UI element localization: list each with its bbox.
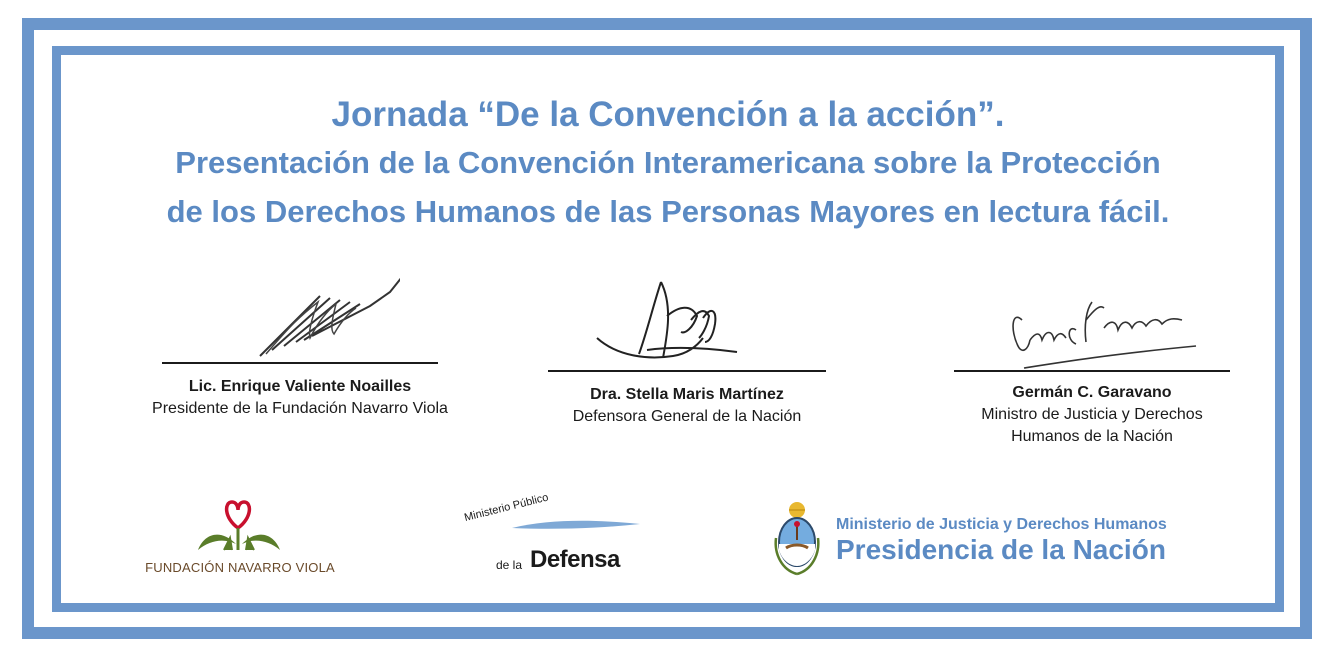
title-block bbox=[60, 92, 1276, 236]
signatory-role-3-line2: Humanos de la Nación bbox=[1011, 428, 1173, 445]
handwritten-signature-1 bbox=[200, 266, 400, 362]
ministerio-publico-defensa-logo bbox=[462, 491, 646, 580]
handwritten-signature-3 bbox=[982, 290, 1202, 370]
signature-block-1 bbox=[110, 266, 490, 420]
event-subtitle-line1: Presentación de la Convención Interamericana sobre la Protección bbox=[175, 145, 1161, 180]
de-la-text: de la bbox=[496, 558, 523, 572]
event-title: Jornada “De la Convención a la acción”. bbox=[331, 95, 1005, 134]
fundacion-navarro-viola-logo bbox=[140, 498, 340, 578]
ministerio-justicia-logo bbox=[772, 498, 1212, 580]
ministerio-justicia-text: Ministerio de Justicia y Derechos Humanos bbox=[836, 516, 1167, 533]
signatory-role-1: Presidente de la Fundación Navarro Viola bbox=[152, 400, 448, 417]
defensa-text: Defensa bbox=[530, 546, 620, 573]
ministerio-publico-text: Ministerio Público bbox=[463, 491, 550, 524]
signature-block-2 bbox=[532, 276, 842, 428]
fundacion-logo-text: FUNDACIÓN NAVARRO VIOLA bbox=[145, 560, 335, 575]
coat-of-arms-icon bbox=[772, 498, 822, 578]
signature-block-3 bbox=[944, 290, 1240, 448]
heart-flower-icon bbox=[140, 498, 340, 558]
event-subtitle-line2: de los Derechos Humanos de las Personas Mayores en lectura fácil. bbox=[166, 194, 1170, 229]
signature-line-3 bbox=[954, 370, 1230, 372]
handwritten-signature-2 bbox=[587, 276, 787, 370]
signatory-name-3: Germán C. Garavano bbox=[1012, 384, 1172, 401]
presidencia-nacion-text: Presidencia de la Nación bbox=[836, 534, 1166, 565]
signature-line-2 bbox=[548, 370, 826, 372]
signatory-role-2: Defensora General de la Nación bbox=[572, 408, 802, 425]
signature-line-1 bbox=[162, 362, 438, 364]
signatory-name-2: Dra. Stella Maris Martínez bbox=[590, 386, 784, 403]
signatory-role-3-line1: Ministro de Justicia y Derechos bbox=[981, 406, 1203, 423]
signatory-name-1: Lic. Enrique Valiente Noailles bbox=[188, 378, 412, 395]
